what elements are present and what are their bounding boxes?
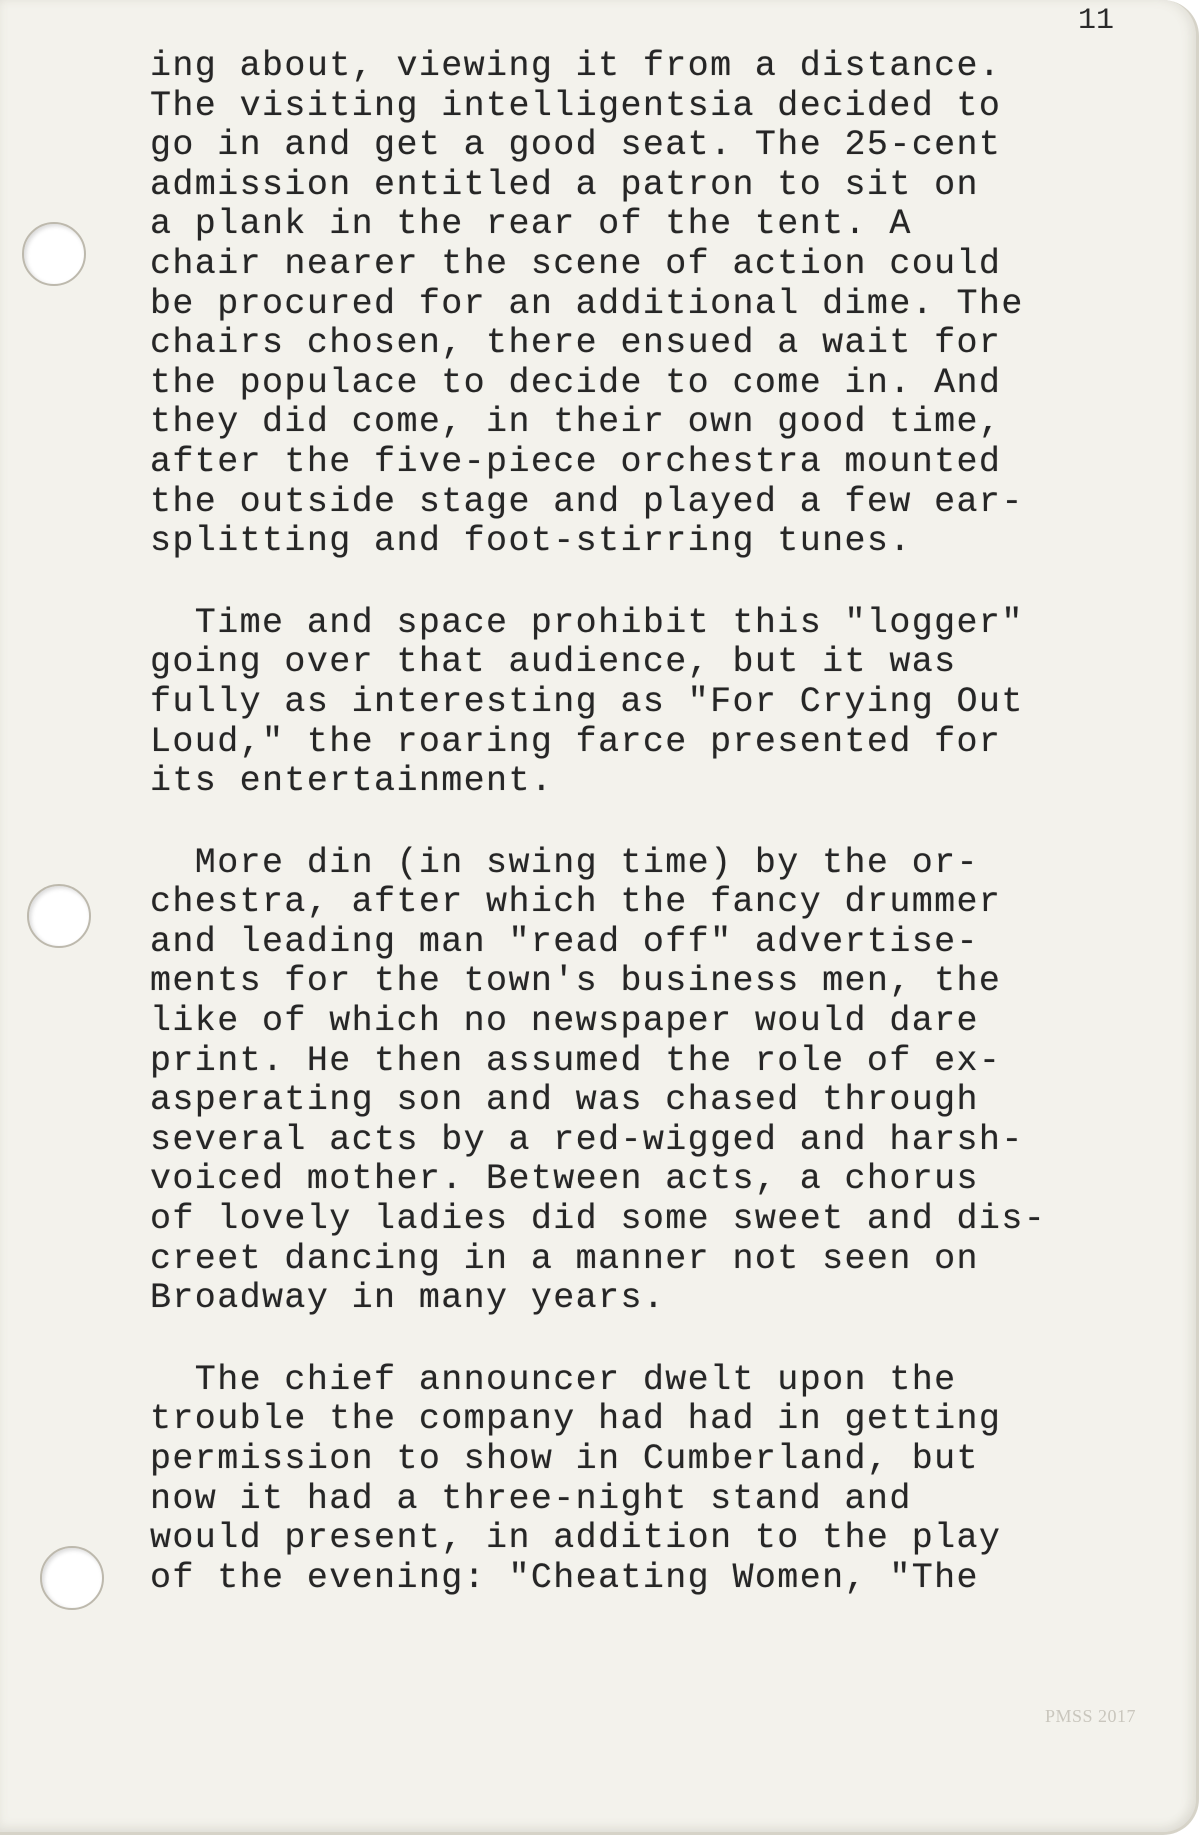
text-line: splitting and foot-stirring tunes. [150, 521, 912, 562]
paragraph-1 [150, 47, 1150, 562]
text-line: fully as interesting as "For Crying Out [150, 681, 1024, 722]
text-line: a plank in the rear of the tent. A [150, 204, 912, 245]
text-line: ments for the town's business men, the [150, 961, 1002, 1002]
text-line: chairs chosen, there ensued a wait for [150, 323, 1002, 364]
text-line: admission entitled a patron to sit on [150, 164, 979, 205]
archive-watermark: PMSS 2017 [1044, 1706, 1136, 1726]
text-line: now it had a three-night stand and [150, 1478, 912, 1519]
text-line: chair nearer the scene of action could [150, 243, 1002, 284]
text-line: and leading man "read off" advertise- [150, 921, 979, 962]
binder-hole-bottom [40, 1546, 104, 1610]
text-line: voiced mother. Between acts, a chorus [150, 1159, 979, 1200]
text-line: The chief announcer dwelt upon the [150, 1359, 957, 1400]
text-line: the populace to decide to come in. And [150, 362, 1002, 403]
body-text [150, 47, 1150, 1598]
text-line: the outside stage and played a few ear- [150, 481, 1024, 522]
text-line: Loud," the roaring farce presented for [150, 721, 1002, 762]
text-line: print. He then assumed the role of ex- [150, 1040, 1002, 1081]
paragraph-gap [150, 802, 1150, 844]
text-line: chestra, after which the fancy drummer [150, 882, 1002, 923]
text-line: ing about, viewing it from a distance. [150, 46, 1002, 86]
text-line: be procured for an additional dime. The [150, 283, 1024, 324]
text-line: of lovely ladies did some sweet and dis- [150, 1199, 1047, 1240]
text-line: after the five-piece orchestra mounted [150, 441, 1002, 482]
binder-hole-top [22, 222, 86, 286]
text-line: asperating son and was chased through [150, 1080, 979, 1121]
paragraph-gap [150, 562, 1150, 604]
page-number: 11 [1077, 4, 1114, 38]
text-line: Time and space prohibit this "logger" [150, 602, 1024, 643]
text-line: several acts by a red-wigged and harsh- [150, 1119, 1024, 1160]
text-line: go in and get a good seat. The 25-cent [150, 125, 1002, 166]
paragraph-4 [150, 1361, 1150, 1599]
text-line: like of which no newspaper would dare [150, 1001, 979, 1042]
paragraph-3 [150, 844, 1150, 1319]
text-line: they did come, in their own good time, [150, 402, 1002, 443]
binder-hole-middle [27, 884, 91, 948]
text-line: going over that audience, but it was [150, 642, 957, 683]
paragraph-2 [150, 604, 1150, 802]
text-line: Broadway in many years. [150, 1278, 666, 1319]
text-line: The visiting intelligentsia decided to [150, 85, 1002, 126]
text-line: More din (in swing time) by the or- [150, 842, 979, 883]
text-line: permission to show in Cumberland, but [150, 1439, 979, 1479]
text-line: trouble the company had had in getting [150, 1399, 1002, 1440]
text-line: would present, in addition to the play [150, 1518, 1002, 1559]
text-line: its entertainment. [150, 761, 554, 802]
paragraph-gap [150, 1319, 1150, 1361]
text-line: of the evening: "Cheating Women, "The [150, 1557, 979, 1598]
text-line: creet dancing in a manner not seen on [150, 1238, 979, 1279]
